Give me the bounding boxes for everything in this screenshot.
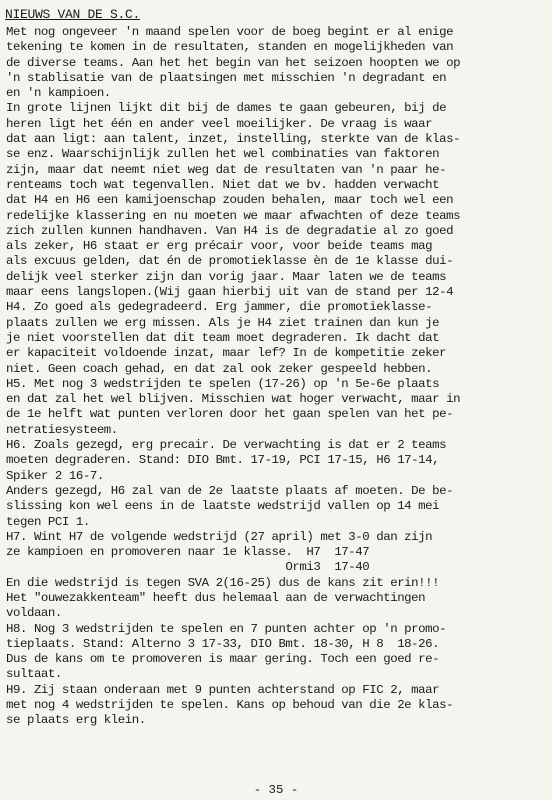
text-line: Met nog ongeveer 'n maand spelen voor de boeg begint er al enige <box>6 25 454 39</box>
page-heading: NIEUWS VAN DE S.C. <box>5 7 141 22</box>
text-line: H7. Wint H7 de volgende wedstrijd (27 april) met 3-0 dan zijn <box>6 529 433 544</box>
text-line: plaats zullen we erg missen. Als je H4 ziet trainen dan kun je <box>6 315 440 330</box>
text-line: voldaan. <box>6 606 62 621</box>
text-line: renteams toch wat tegenvallen. Niet dat we bv. hadden verwacht <box>6 177 440 192</box>
text-line: Spiker 2 16-7. <box>6 468 104 483</box>
text-line: en dat zal het wel blijven. Misschien wat hoger verwacht, maar in <box>6 392 461 407</box>
text-line: H5. Met nog 3 wedstrijden te spelen (17-26) op 'n 5e-6e plaats <box>6 376 440 391</box>
text-line: dat H4 en H6 een kamijoenschap zouden behalen, maar toch wel een <box>6 193 454 208</box>
text-line: netratiesysteem. <box>6 422 118 437</box>
text-line: zich zullen kunnen handhaven. Van H4 is de degradatie al zo goed <box>6 223 454 238</box>
text-line: H9. Zij staan onderaan met 9 punten achterstand op FIC 2, maar <box>6 682 440 697</box>
text-line: er kapaciteit voldoende inzat, maar lef? In de kompetitie zeker <box>6 346 447 361</box>
text-line: niet. Geen coach gehad, en dat zal ook zeker gespeeld hebben. <box>6 361 433 376</box>
text-line: als excuus gelden, dat én de promotieklasse èn de 1e klasse dui- <box>6 254 454 269</box>
text-line: redelijke klassering en nu moeten we maar afwachten of deze teams <box>6 208 461 223</box>
text-line: en 'n kampioen. <box>6 86 111 101</box>
article-body <box>6 25 546 729</box>
text-line: H4. Zo goed als gedegradeerd. Erg jammer, die promotieklasse- <box>6 300 433 315</box>
text-line: se enz. Waarschijnlijk zullen het wel combinaties van faktoren <box>6 147 440 162</box>
text-line: 'n stablisatie van de plaatsingen met misschien 'n degradant en <box>6 70 447 85</box>
text-line: se plaats erg klein. <box>6 713 146 728</box>
page-number: - 35 - <box>253 783 299 797</box>
text-line: slissing kon wel eens in de laatste wedstrijd vallen op 14 mei <box>6 499 440 514</box>
text-line: In grote lijnen lijkt dit bij de dames te gaan gebeuren, bij de <box>6 101 447 116</box>
text-line: delijk veel sterker zijn dan vorig jaar. Maar laten we de teams <box>6 269 447 284</box>
text-line: En die wedstrijd is tegen SVA 2(16-25) dus de kans zit erin!!! <box>6 575 440 590</box>
text-line: tegen PCI 1. <box>6 514 90 529</box>
text-line: moeten degraderen. Stand: DIO Bmt. 17-19, PCI 17-15, H6 17-14, <box>6 453 440 468</box>
text-line: heren ligt het één en ander veel moeilijker. De vraag is waar <box>6 116 433 131</box>
text-line: tekening te komen in de resultaten, standen en mogelijkheden van <box>6 40 454 55</box>
text-line: H6. Zoals gezegd, erg precair. De verwachting is dat er 2 teams <box>6 438 447 453</box>
text-line: met nog 4 wedstrijden te spelen. Kans op behoud van die 2e klas- <box>6 698 454 713</box>
text-line: Anders gezegd, H6 zal van de 2e laatste plaats af moeten. De be- <box>6 483 454 498</box>
text-line: Dus de kans om te promoveren is maar gering. Toch een goed re- <box>6 652 440 667</box>
text-line: de diverse teams. Aan het het begin van het seizoen hoopten we op <box>6 55 461 70</box>
text-line: dat aan ligt: aan talent, inzet, instelling, sterkte van de klas- <box>6 132 461 147</box>
text-line: zijn, maar dat neemt niet weg dat de resultaten van 'n paar he- <box>6 162 447 177</box>
text-line: als zeker, H6 staat er erg précair voor, voor beide teams mag <box>6 239 433 254</box>
text-line: tieplaats. Stand: Alterno 3 17-33, DIO Bmt. 18-30, H 8 18-26. <box>6 636 440 651</box>
text-line: ze kampioen en promoveren naar 1e klasse. H7 17-47 <box>6 545 370 560</box>
text-line: je niet voorstellen dat dit team moet degraderen. Ik dacht dat <box>6 330 440 345</box>
text-line: Het "ouwezakkenteam" heeft dus helemaal aan de verwachtingen <box>6 590 426 605</box>
text-line: maar eens langslopen.(Wij gaan hierbij uit van de stand per 12-4 <box>6 285 454 300</box>
text-line: sultaat. <box>6 667 62 682</box>
text-line: de 1e helft wat punten verloren door het gaan spelen van het pe- <box>6 407 454 422</box>
text-line: Ormi3 17-40 <box>6 560 370 575</box>
text-line: H8. Nog 3 wedstrijden te spelen en 7 punten achter op 'n promo- <box>6 621 447 636</box>
